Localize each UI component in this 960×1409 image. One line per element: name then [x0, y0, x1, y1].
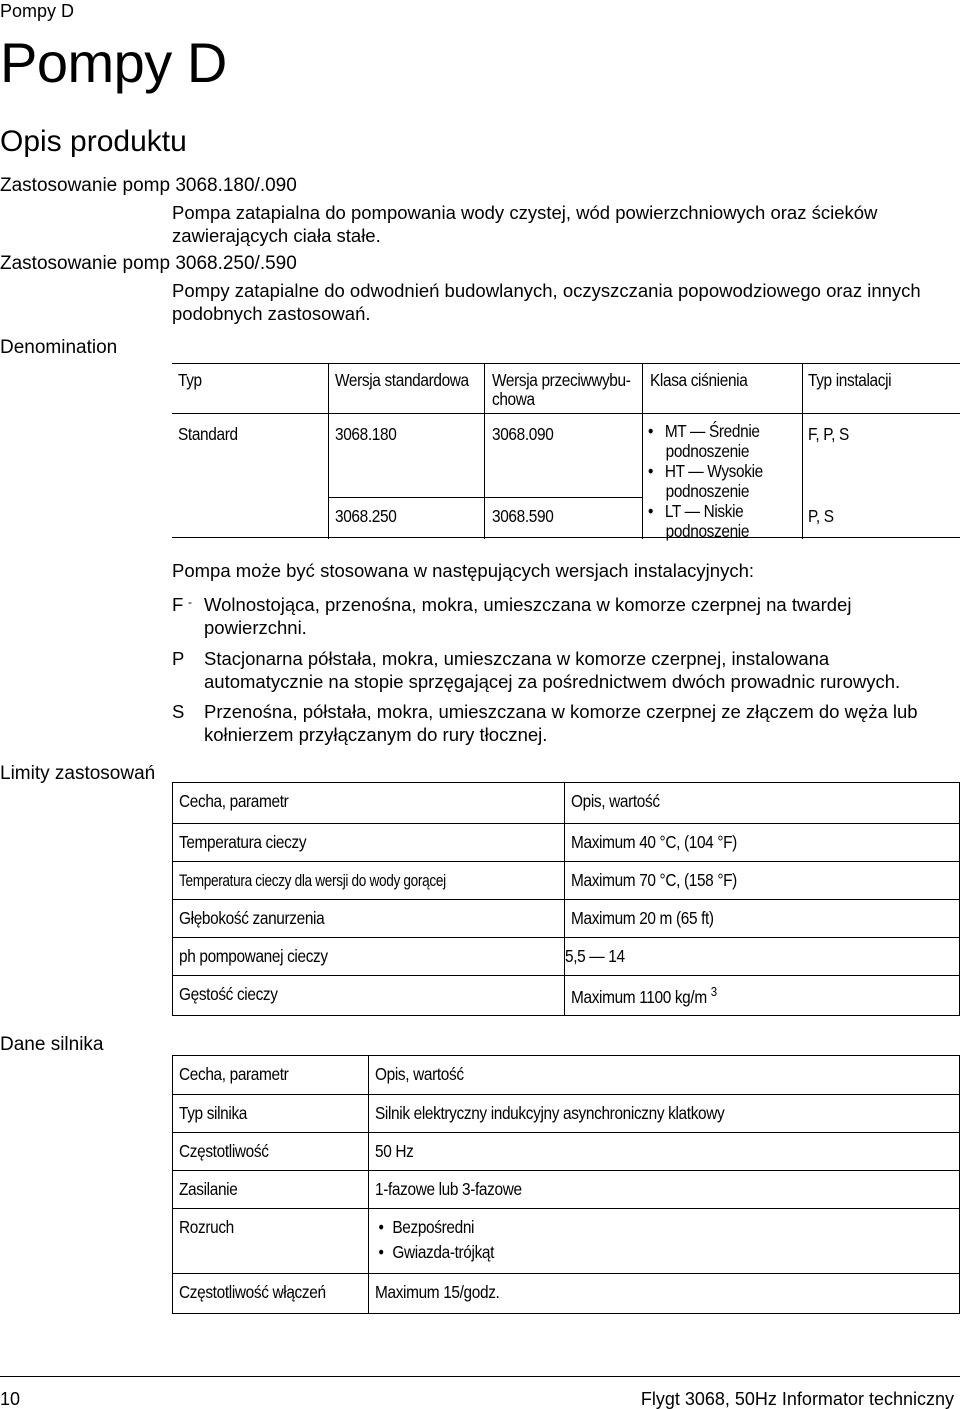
motor-param: Typ silnika — [179, 1103, 248, 1123]
limits-param: Temperatura cieczy dla wersji do wody gorącej — [179, 871, 446, 890]
motor-value: 50 Hz — [375, 1141, 414, 1161]
limits-param: Temperatura cieczy — [179, 832, 307, 852]
installation-text: Stacjonarna półstała, mokra, umieszczana w komorze czerpnej, instalowana automatycznie na stopie sprzęgającej za pośrednictwem dwóch prowadnic rurowych. — [204, 648, 901, 692]
running-header: Pompy D — [0, 1, 75, 21]
row-aw2: 3068.590 — [492, 506, 554, 526]
table-row — [173, 824, 960, 862]
header-anti-wear-line1: Wersja przeciwwybu- — [492, 370, 631, 390]
page-number: 10 — [0, 1389, 21, 1409]
limits-table — [172, 782, 960, 1016]
header-typ: Typ — [178, 370, 202, 390]
limits-value: Maximum 40 °C, (104 °F) — [571, 832, 737, 852]
installation-text: Wolnostojąca, przenośna, mokra, umieszczana w komorze czerpnej na twardej powierzchni. — [204, 594, 852, 638]
dash-icon: - — [188, 595, 192, 609]
limits-value: 5,5 — 14 — [565, 946, 625, 966]
pressure-mt: • MT — Średnie podnoszenie — [648, 421, 760, 461]
application1-text: Pompa zatapialna do pompowania wody czystej, wód powierzchniowych oraz ścieków zawierających ciała stałe. — [172, 202, 878, 246]
application2-label: Zastosowanie pomp 3068.250/.590 — [0, 253, 297, 274]
footer-divider — [0, 1376, 960, 1377]
table-row — [173, 1274, 960, 1314]
denomination-table — [172, 363, 960, 539]
installation-letter: P — [172, 648, 185, 669]
table-row — [173, 1095, 960, 1133]
table-row — [173, 938, 960, 976]
table-row — [173, 1056, 960, 1095]
pressure-ht: • HT — Wysokie podnoszenie — [648, 461, 763, 501]
motor-param: Rozruch — [179, 1217, 234, 1237]
limits-header-value: Opis, wartość — [571, 791, 660, 811]
motor-table — [172, 1055, 960, 1314]
installation-text: Przenośna, półstała, mokra, umieszczana w komorze czerpnej ze złączem do węża lub kołnierzem przyłączanym do rury tłocznej. — [204, 701, 918, 745]
limits-param: Głębokość zanurzenia — [179, 908, 325, 928]
installation-letter: S — [172, 701, 185, 722]
limits-value: Maximum 70 °C, (158 °F) — [571, 870, 737, 890]
row-inst1: F, P, S — [808, 424, 849, 444]
limits-param: ph pompowanej cieczy — [179, 946, 328, 966]
limits-label: Limity zastosowań — [0, 763, 156, 784]
installation-intro: Pompa może być stosowana w następujących wersjach instalacyjnych: — [172, 560, 755, 581]
header-pressure-class: Klasa ciśnienia — [650, 370, 748, 390]
table-row — [173, 783, 960, 824]
row-std2: 3068.250 — [335, 506, 397, 526]
installation-item-p — [172, 647, 932, 693]
application2-text: Pompy zatapialne do odwodnień budowlanych, oczyszczania popowodziowego oraz innych podobnych zastosowań. — [172, 280, 921, 324]
table-row — [173, 900, 960, 938]
header-installation-type: Typ instalacji — [808, 370, 892, 390]
table-row — [173, 1171, 960, 1209]
row-inst2: P, S — [808, 506, 834, 526]
motor-value: 1-fazowe lub 3-fazowe — [375, 1179, 522, 1199]
table-row — [173, 862, 960, 900]
motor-label: Dane silnika — [0, 1034, 104, 1055]
motor-param: Zasilanie — [179, 1179, 238, 1199]
motor-param: Częstotliwość włączeń — [179, 1282, 326, 1302]
table-row — [173, 1209, 960, 1274]
page-title: Pompy D — [0, 31, 227, 94]
motor-start-item: • Bezpośredni — [378, 1217, 475, 1237]
limits-param: Gęstość cieczy — [179, 984, 278, 1004]
section-title: Opis produktu — [0, 125, 187, 158]
row-aw1: 3068.090 — [492, 424, 554, 444]
row-std1: 3068.180 — [335, 424, 397, 444]
motor-value: Maximum 15/godz. — [375, 1282, 500, 1302]
row-type: Standard — [178, 424, 238, 444]
motor-header-param: Cecha, parametr — [179, 1064, 289, 1084]
pressure-lt: • LT — Niskie podnoszenie — [648, 501, 750, 541]
motor-start-item: • Gwiazda-trójkąt — [378, 1242, 495, 1262]
limits-value: Maximum 20 m (65 ft) — [571, 908, 714, 928]
header-anti-wear-line2: chowa — [492, 389, 535, 409]
limits-value: Maximum 1100 kg/m $^3$ — [571, 984, 717, 1007]
installation-item-s — [172, 700, 932, 746]
motor-value: Silnik elektryczny indukcyjny asynchroniczny klatkowy — [375, 1103, 725, 1123]
limits-header-param: Cecha, parametr — [179, 791, 289, 811]
motor-header-value: Opis, wartość — [375, 1064, 464, 1084]
table-row — [173, 976, 960, 1016]
denomination-label: Denomination — [0, 337, 118, 358]
header-standard-version: Wersja standardowa — [335, 370, 469, 390]
motor-param: Częstotliwość — [179, 1141, 269, 1161]
application1-label: Zastosowanie pomp 3068.180/.090 — [0, 175, 297, 196]
installation-item-f — [172, 593, 932, 639]
table-row — [173, 1133, 960, 1171]
footer-doc-title: Flygt 3068, 50Hz Informator techniczny — [640, 1389, 954, 1409]
installation-letter: F — [172, 594, 184, 615]
